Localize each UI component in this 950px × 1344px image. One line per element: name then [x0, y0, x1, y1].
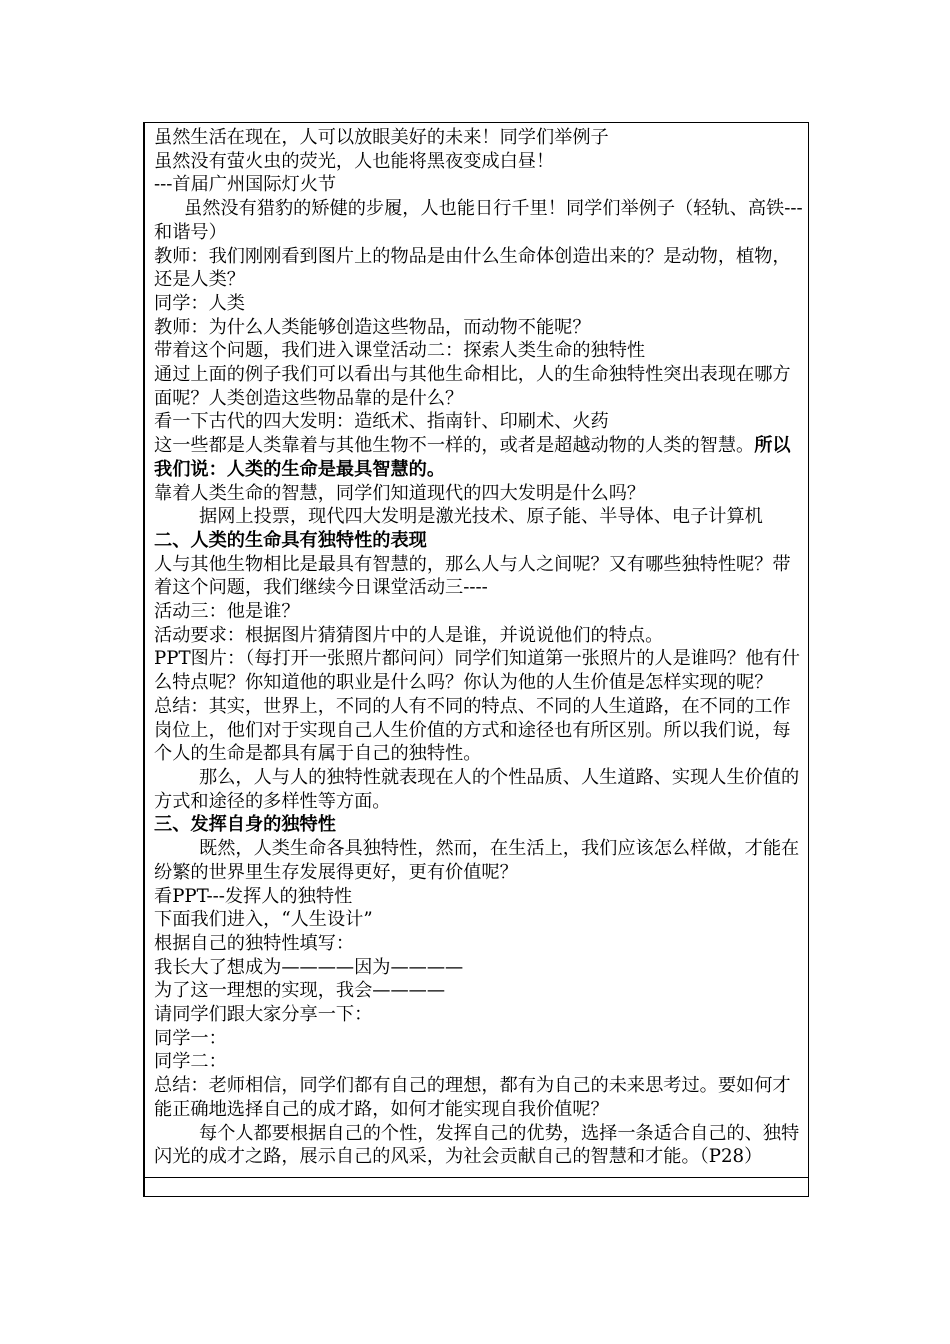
bold-conclusion: 所以我们说：人类的生命是最具智慧的。	[154, 435, 791, 480]
text-paragraph: 总结：老师相信，同学们都有自己的理想，都有为自己的未来思考过。要如何才能正确地选择自己的成才路，如何才能实现自我价值呢？	[154, 1075, 791, 1120]
text-line: 同学：人类	[154, 292, 245, 314]
text-line: 带着这个问题，我们进入课堂活动二：探索人类生命的独特性	[154, 340, 646, 362]
text-paragraph: 每个人都要根据自己的个性，发挥自己的优势，选择一条适合自己的、独特闪光的成才之路，展示自己的风采，为社会贡献自己的智慧和才能。（P28）	[154, 1122, 800, 1168]
text-paragraph: 通过上面的例子我们可以看出与其他生命相比，人的生命独特性突出表现在哪方面呢？人类创造这些物品靠的是什么？	[154, 364, 791, 409]
text-paragraph: 人与其他生物相比是最具有智慧的，那么人与人之间呢？又有哪些独特性呢？带着这个问题，我们继续今日课堂活动三----	[154, 553, 791, 599]
text-paragraph: 总结：其实，世界上，不同的人有不同的特点、不同的人生道路，在不同的工作岗位上，他们对于实现自己人生价值的方式和途径也有所区别。所以我们说，每个人的生命是都具有属于自己的独特性。	[154, 695, 791, 765]
text-paragraph	[154, 197, 804, 244]
text-line: 看PPT---发挥人的独特性	[154, 885, 353, 907]
text-paragraph: 据网上投票，现代四大发明是激光技术、原子能、半导体、电子计算机	[199, 506, 763, 528]
lesson-content	[154, 126, 804, 1169]
text-line: 靠着人类生命的智慧，同学们知道现代的四大发明是什么吗？	[154, 482, 646, 504]
text-paragraph: 那么，人与人的独特性就表现在人的个性品质、人生道路、实现人生价值的方式和途径的多样性等方面。	[154, 766, 800, 812]
text-line: 虽然生活在现在，人可以放眼美好的未来！同学们举例子	[154, 127, 609, 148]
text-line: 活动三：他是谁？	[154, 601, 300, 623]
text-line: 请同学们跟大家分享一下：	[154, 1004, 373, 1026]
text-line: 虽然没有萤火虫的荧光，人也能将黑夜变成白昼！	[154, 150, 555, 172]
text-line: 同学一：	[154, 1027, 227, 1049]
text-paragraph: PPT图片：（每打开一张照片都问问）同学们知道第一张照片的人是谁吗？他有什么特点呢？你知道他的职业是什么吗？你认为他的人生价值是怎样实现的呢？	[154, 648, 800, 694]
text-line: 教师：为什么人类能够创造这些物品，而动物不能呢？	[154, 316, 591, 338]
text-line: 同学二：	[154, 1051, 227, 1073]
text-span: 虽然没有猎豹的矫健的步履，人也能日行千里！同学们举例子（轻轨、高铁---和谐号）	[154, 198, 803, 243]
fill-in-line: 我长大了想成为————因为————	[154, 956, 464, 978]
text-paragraph: 教师：我们刚刚看到图片上的物品是由什么生命体创造出来的？是动物，植物，还是人类？	[154, 245, 791, 291]
table-row-divider	[143, 1177, 809, 1178]
fill-in-line: 为了这一理想的实现，我会————	[154, 980, 446, 1002]
text-line: 下面我们进入，“人生设计”	[154, 909, 373, 931]
text-line: 看一下古代的四大发明：造纸术、指南针、印刷术、火药	[154, 411, 609, 433]
text-line: 活动要求：根据图片猜猜图片中的人是谁，并说说他们的特点。	[154, 624, 664, 646]
text-paragraph	[154, 434, 804, 481]
text-line: 根据自己的独特性填写：	[154, 932, 355, 954]
text-span: 这一些都是人类靠着与其他生物不一样的，或者是超越动物的人类的智慧。	[154, 435, 755, 457]
section-heading: 二、人类的生命具有独特性的表现	[154, 529, 427, 551]
text-paragraph: 既然，人类生命各具独特性，然而，在生活上，我们应该怎么样做，才能在纷繁的世界里生存发展得更好，更有价值呢？	[154, 838, 800, 883]
section-heading: 三、发挥自身的独特性	[154, 814, 336, 836]
text-line: ---首届广州国际灯火节	[154, 174, 337, 196]
